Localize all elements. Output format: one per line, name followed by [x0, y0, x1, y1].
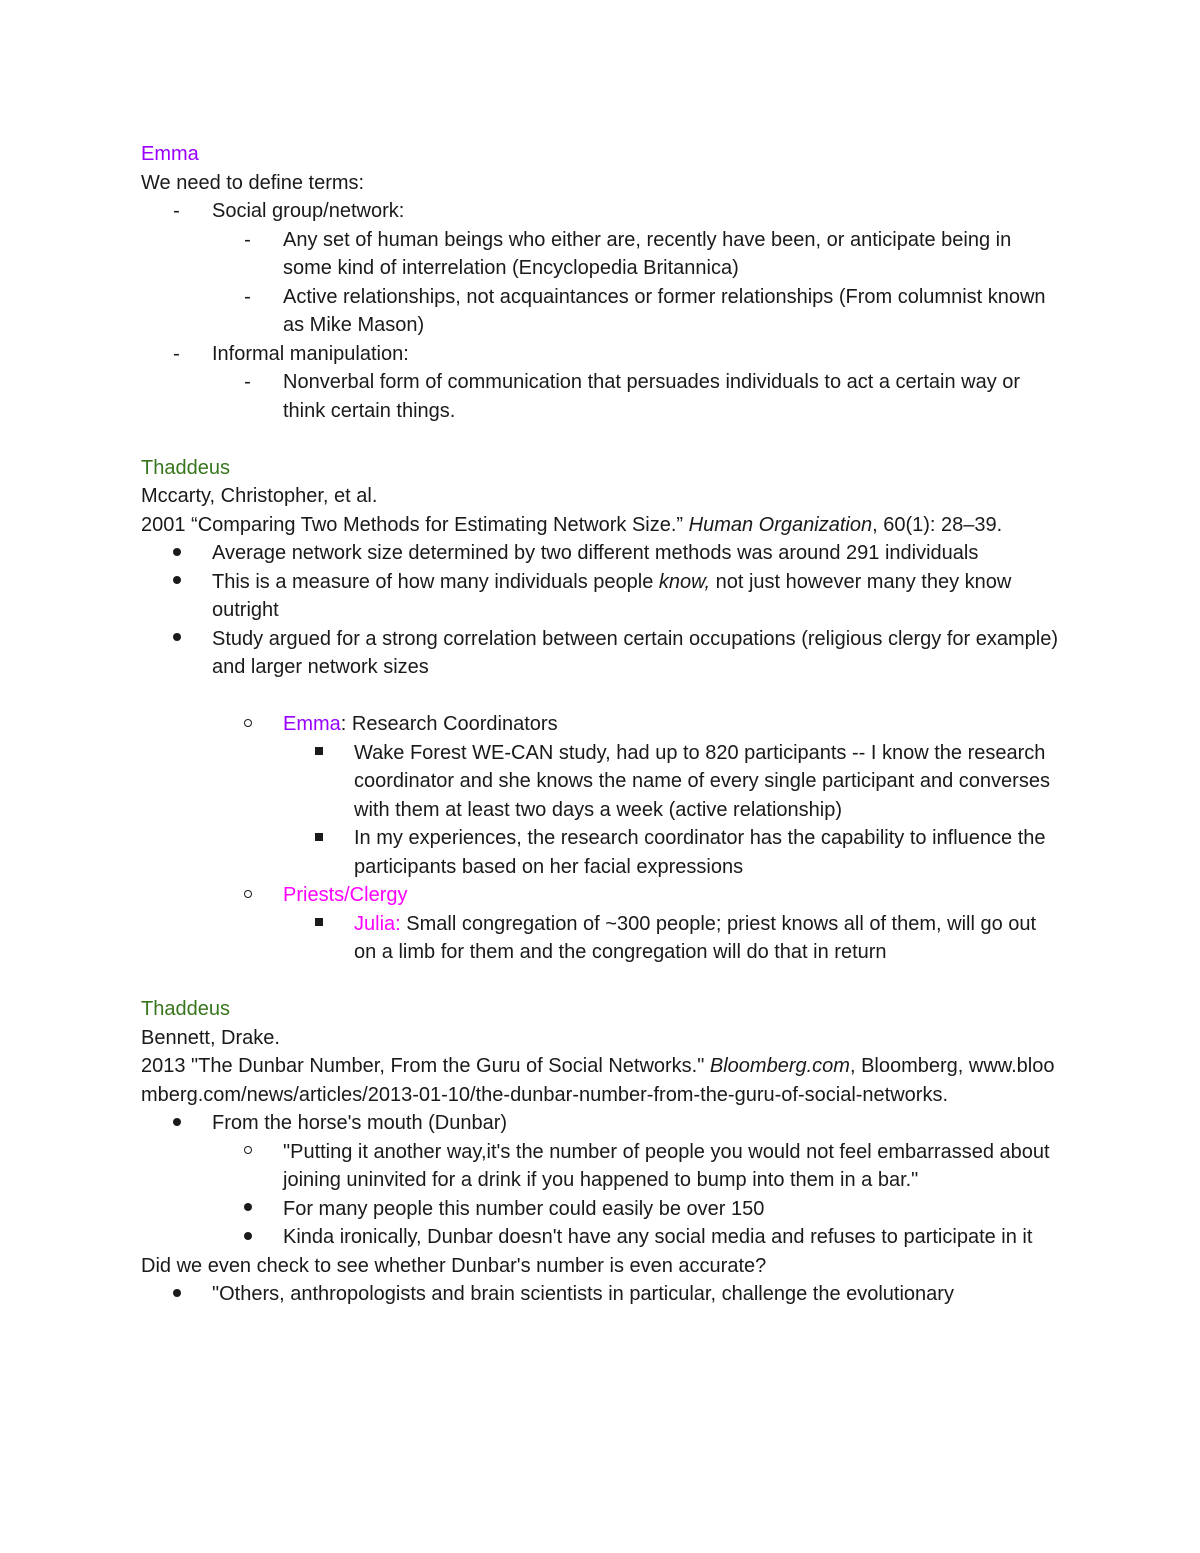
list-item — [212, 881, 1061, 910]
bullet-dot — [141, 1109, 212, 1138]
list-item — [283, 824, 1061, 881]
citation-site: Bloomberg.com — [709, 1055, 850, 1077]
spacer — [141, 425, 1061, 454]
citation: 2001 “Comparing Two Methods for Estimating Network Size.” Human Organization, 60(1): 28–39. — [141, 513, 1003, 536]
list-item — [283, 739, 1061, 825]
author-label: Thaddeus — [141, 456, 230, 479]
list-item-text: Wake Forest WE-CAN study, had up to 820 participants -- I know the research coordinator and she knows the name of every single participant and converses with them at least two days a week (active relationship) — [354, 741, 1050, 821]
list-item-text: Social group/network: — [212, 200, 405, 222]
bullet-dot — [141, 568, 212, 625]
citation-author: Mccarty, Christopher, et al. — [141, 485, 378, 507]
bullet-circle — [212, 881, 283, 910]
list-item-text: Study argued for a strong correlation between certain occupations (religious clergy for example) and larger network sizes — [212, 627, 1058, 678]
bullet-square — [283, 824, 354, 881]
dash-bullet — [212, 283, 283, 340]
spacer — [141, 967, 1061, 996]
author-label: Thaddeus — [141, 998, 230, 1020]
dash-bullet — [141, 340, 212, 369]
list-item — [141, 1280, 1061, 1309]
list-item-text: From the horse's mouth (Dunbar) — [212, 1112, 508, 1134]
citation: 2013 "The Dunbar Number, From the Guru of Social Networks." Bloomberg.com, Bloomberg, www.bloomberg.com/news/articles/2013-01-10/the-dunbar-number-from-the-guru-of-social-networks. — [141, 1055, 1055, 1106]
spacer — [141, 682, 1061, 711]
bullet-square — [283, 910, 354, 967]
bullet-dot — [141, 625, 212, 682]
list-item-text: Informal manipulation: — [212, 342, 409, 365]
list-item-text: Nonverbal form of communication that persuades individuals to act a certain way or think certain things. — [283, 371, 1021, 422]
list-item — [212, 1138, 1061, 1195]
list-item-text: "Others, anthropologists and brain scientists in particular, challenge the evolutionary — [212, 1283, 954, 1305]
author-label: Emma — [141, 143, 199, 165]
list-item — [212, 368, 1061, 425]
bullet-dot — [212, 1195, 283, 1224]
list-item — [212, 283, 1061, 340]
list-item-text: "Putting it another way,it's the number of people you would not feel embarrassed about joining uninvited for a drink if you happened to bump into them in a bar." — [283, 1140, 1050, 1191]
dash-bullet — [141, 197, 212, 226]
list-item — [212, 226, 1061, 283]
list-item-text: Kinda ironically, Dunbar doesn't have any social media and refuses to participate in it — [283, 1226, 1033, 1248]
list-item-text: In my experiences, the research coordinator has the capability to influence the participants based on her facial expressions — [354, 827, 1046, 878]
bullet-circle — [212, 710, 283, 739]
list-item-text: This is a measure of how many individuals people know, not just however many they know outright — [212, 570, 1012, 621]
list-item — [212, 1223, 1061, 1252]
list-item-text: Emma: Research Coordinators — [283, 713, 558, 735]
list-item — [141, 625, 1061, 682]
bullet-square — [283, 739, 354, 825]
document-page — [141, 140, 1061, 1309]
bullet-circle — [212, 1138, 283, 1195]
list-item-text: Priests/Clergy — [283, 884, 408, 906]
citation-journal: Human Organization — [688, 513, 873, 536]
list-item — [283, 910, 1061, 967]
list-item-text: Any set of human beings who either are, recently have been, or anticipate being in some kind of interrelation (Encyclopedia Britannica) — [283, 228, 1012, 279]
list-item — [141, 197, 1061, 226]
list-item — [141, 1109, 1061, 1138]
list-item-text: Active relationships, not acquaintances or former relationships (From columnist known as Mike Mason) — [283, 285, 1046, 336]
dash-bullet — [212, 368, 283, 425]
list-item — [141, 539, 1061, 568]
bullet-dot — [141, 1280, 212, 1309]
list-item — [141, 340, 1061, 369]
list-item — [212, 1195, 1061, 1224]
bullet-dot — [212, 1223, 283, 1252]
list-item — [141, 568, 1061, 625]
dash-bullet — [212, 226, 283, 283]
bullet-dot — [141, 539, 212, 568]
citation-author: Bennett, Drake. — [141, 1026, 280, 1049]
list-item-text: Julia: Small congregation of ~300 people; priest knows all of them, will go out on a limb for them and the congregation will do that in return — [354, 912, 1037, 963]
list-item-text: Average network size determined by two different methods was around 291 individuals — [212, 542, 979, 564]
list-item — [212, 710, 1061, 739]
paragraph: Did we even check to see whether Dunbar's number is even accurate? — [141, 1254, 767, 1277]
list-item-text: For many people this number could easily be over 150 — [283, 1197, 765, 1220]
paragraph: We need to define terms: — [141, 171, 365, 194]
